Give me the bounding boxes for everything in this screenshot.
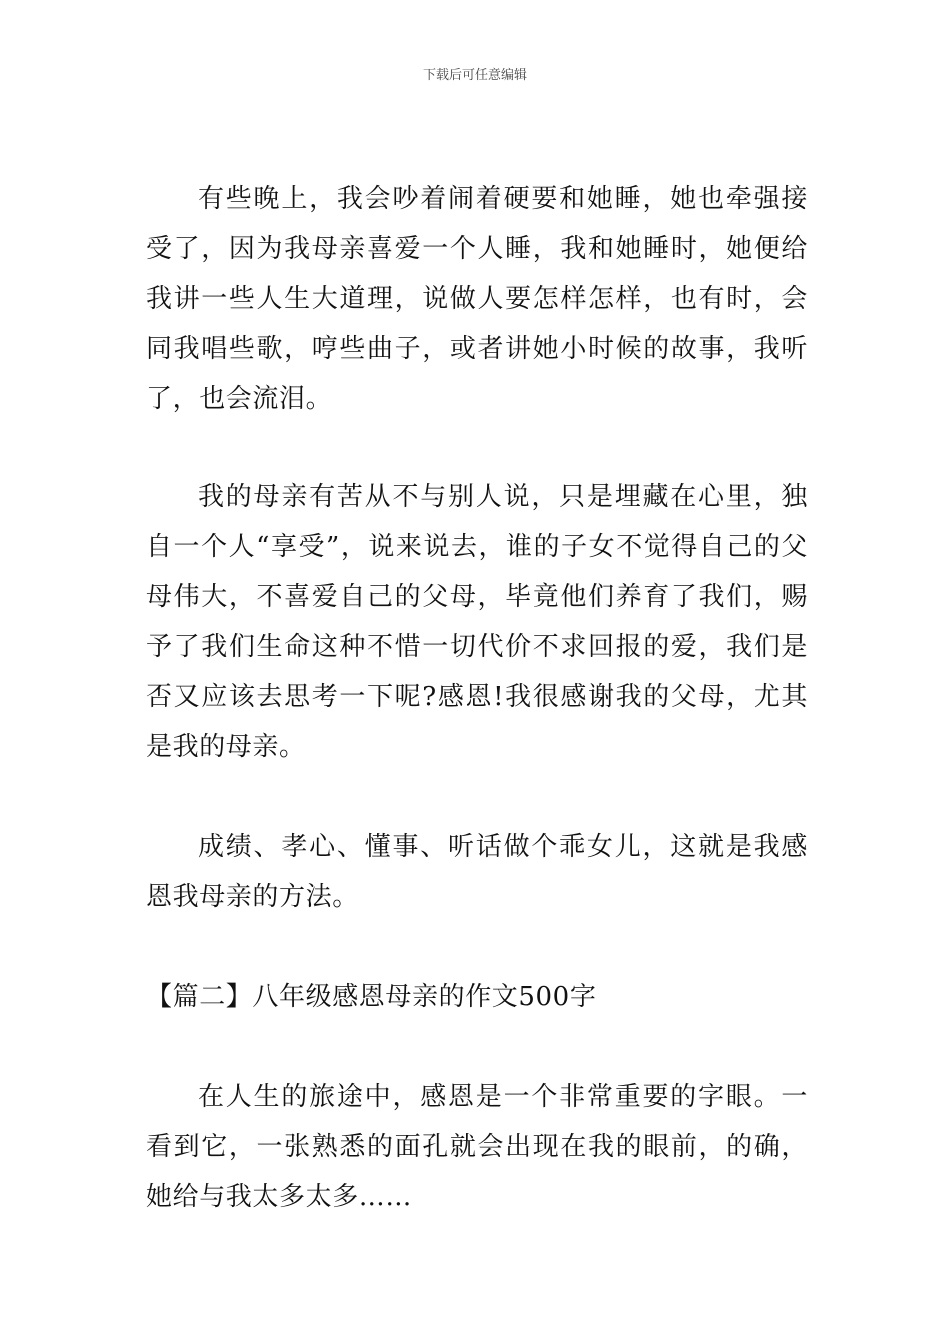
paragraph-1: 有些晚上，我会吵着闹着硬要和她睡，她也牵强接受了，因为我母亲喜爱一个人睡，我和她睡时，她便给我讲一些人生大道理，说做人要怎样怎样，也有时，会同我唱些歌，哼些曲子，或者讲她小时候的故事，我听了，也会流泪。: [146, 184, 808, 414]
paragraph-4: 在人生的旅途中，感恩是一个非常重要的字眼。一看到它，一张熟悉的面孔就会出现在我的眼前，的确，她给与我太多太多……: [146, 1082, 808, 1212]
paragraph-3: 成绩、孝心、懂事、听话做个乖女儿，这就是我感恩我母亲的方法。: [146, 832, 808, 912]
page-header: 下载后可任意编辑: [422, 68, 527, 83]
paragraph-2: 我的母亲有苦从不与别人说，只是埋藏在心里，独自一个人“享受”，说来说去，谁的子女不觉得自己的父母伟大，不喜爱自己的父母，毕竟他们养育了我们，赐予了我们生命这种不惜一切代价不求回报的爱，我们是否又应该去思考一下呢?感恩!我很感谢我的父母，尤其是我的母亲。: [146, 482, 808, 762]
section-heading: 【篇二】八年级感恩母亲的作文500字: [146, 982, 597, 1012]
